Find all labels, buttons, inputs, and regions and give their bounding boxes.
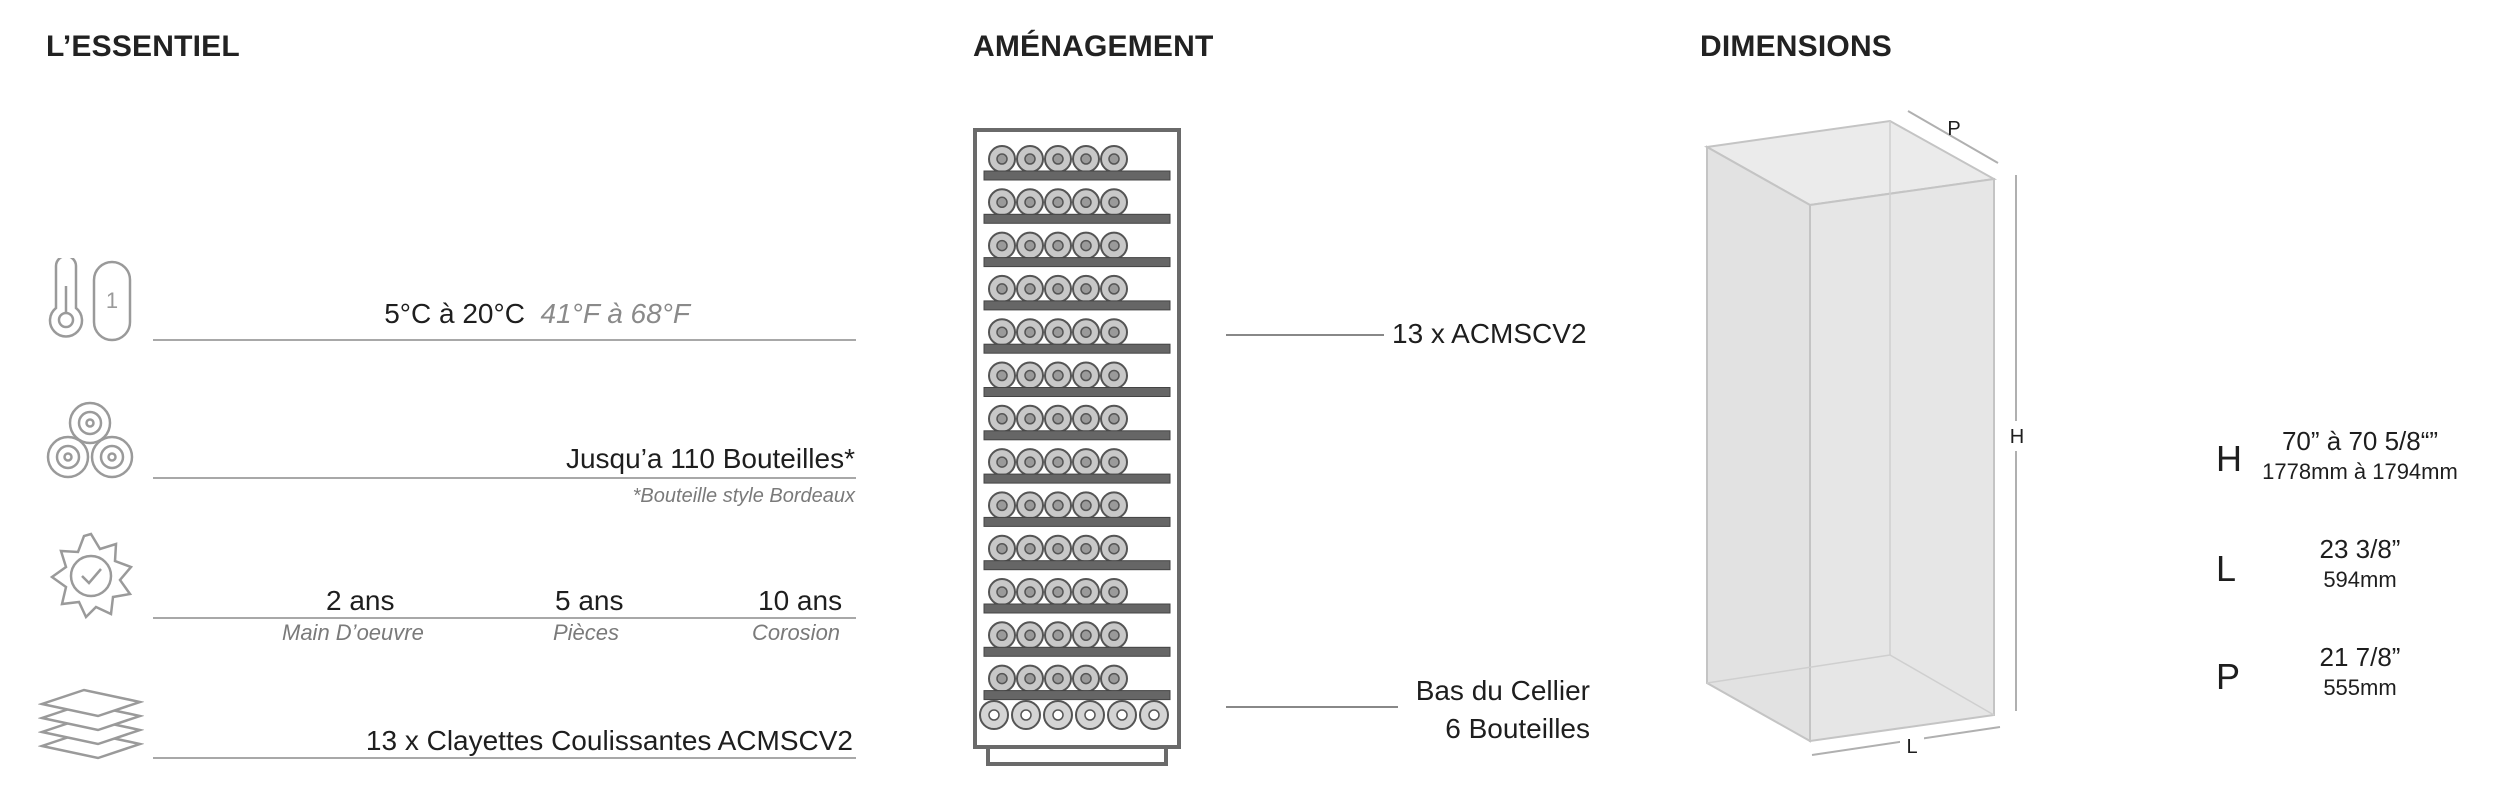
box-label-width: L <box>1906 736 1918 758</box>
section-title-essentiel: L’ESSENTIEL <box>46 30 240 63</box>
dim-height-mm: 1778mm à 1794mm <box>2262 459 2458 484</box>
thermostat-badge: 1 <box>105 288 119 313</box>
divider <box>153 757 856 759</box>
dim-width-mm: 594mm <box>2323 567 2397 592</box>
cabinet-box-icon <box>1700 105 2040 765</box>
warranty-label-parts: Pièces <box>553 620 620 645</box>
thermometer-icon <box>40 258 140 344</box>
dim-depth-inches: 21 7/8” <box>2319 642 2401 672</box>
temperature-fahrenheit: 41°F à 68°F <box>540 298 690 329</box>
dim-letter-depth: P <box>2216 656 2241 697</box>
cellar-bottom-bottle <box>1012 701 1040 729</box>
callout-line <box>1226 706 1398 708</box>
cellar-bottom-bottle <box>1044 701 1072 729</box>
shelves-icon <box>38 684 144 764</box>
warranty-badge-icon <box>46 530 136 620</box>
cellar-bottom-bottle <box>1140 701 1168 729</box>
dim-width <box>2254 534 2466 593</box>
divider <box>153 477 856 479</box>
bottles-icon <box>44 397 136 481</box>
dim-letter-width: L <box>2216 548 2237 589</box>
dim-letter-height: H <box>2216 438 2242 479</box>
bottom-callout-line2: 6 Bouteilles <box>1445 713 1590 744</box>
dim-height <box>2254 426 2466 485</box>
section-title-dimensions: DIMENSIONS <box>1700 30 1893 63</box>
temperature-celsius: 5°C à 20°C <box>384 298 525 329</box>
dim-height-inches: 70” à 70 5/8“” <box>2281 426 2439 456</box>
capacity-text: Jusqu’a 110 Bouteilles* <box>565 443 855 474</box>
box-label-depth: P <box>1947 118 1961 140</box>
section-title-amenagement: AMÉNAGEMENT <box>973 30 1214 63</box>
callout-line <box>1226 334 1384 336</box>
warranty-label-labour: Main D’oeuvre <box>282 620 424 645</box>
cellar-bottom-bottle <box>980 701 1008 729</box>
shelves-text: 13 x Clayettes Coulissantes ACMSCV2 <box>365 725 853 756</box>
dim-depth <box>2254 642 2466 701</box>
dim-width-inches: 23 3/8” <box>2319 534 2401 564</box>
dim-depth-mm: 555mm <box>2323 675 2397 700</box>
warranty-years-labour: 2 ans <box>326 585 395 616</box>
cellar-bottom-bottle <box>1076 701 1104 729</box>
bottom-callout <box>1416 675 1590 745</box>
cellar-bottom-bottle <box>1108 701 1136 729</box>
bottom-callout-line1: Bas du Cellier <box>1415 675 1590 706</box>
box-label-height: H <box>2009 426 2025 448</box>
wine-cellar-diagram <box>970 125 1184 770</box>
warranty-label-corrosion: Corosion <box>752 620 841 645</box>
warranty-years-corrosion: 10 ans <box>758 585 843 616</box>
temperature-range <box>384 298 690 330</box>
divider <box>153 339 856 341</box>
shelf-callout: 13 x ACMSCV2 <box>1392 318 1587 349</box>
divider <box>153 617 856 619</box>
warranty-years-parts: 5 ans <box>555 585 624 616</box>
capacity-note: *Bouteille style Bordeaux <box>632 485 855 507</box>
